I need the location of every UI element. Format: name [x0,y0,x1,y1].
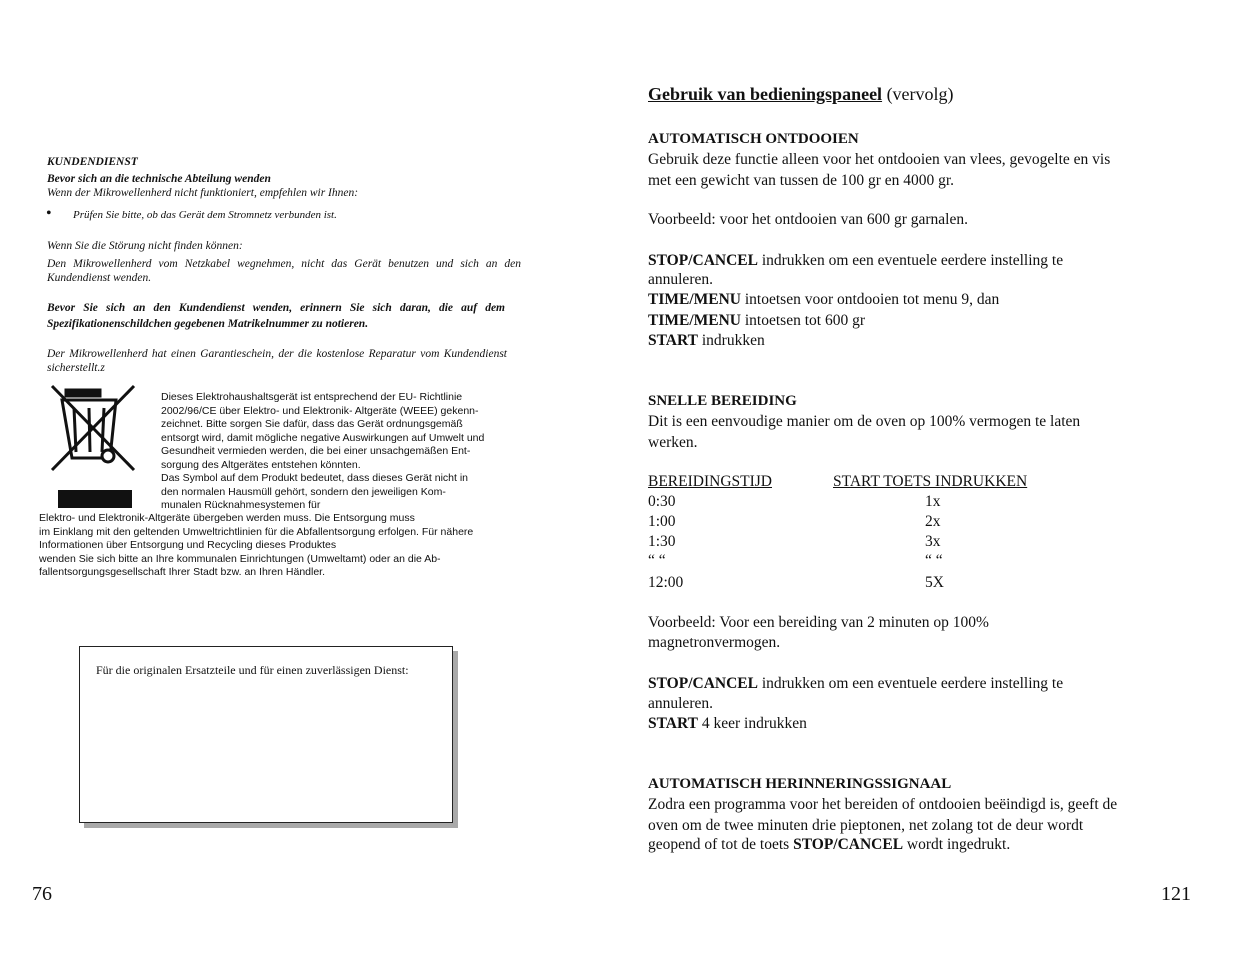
key-label: START [648,332,698,349]
bullet-icon: • [46,205,52,222]
spare-parts-text: Für die originalen Ersatzteile und für einen zuverlässigen Dienst: [96,663,409,677]
key-label: TIME/MENU [648,312,741,329]
weee-line: Elektro- und Elektronik-Altgeräte übergeben werden muss. Die Entsorgung muss [39,512,415,524]
weee-line: munalen Rücknahmesystemen für [161,499,321,511]
quick-heading: SNELLE BEREIDING [648,393,797,409]
table-cell-time: “ “ [648,552,666,569]
quick-step: START 4 keer indrukken [648,715,807,732]
table-header: START TOETS INDRUKKEN [833,473,1028,490]
spare-parts-box [79,646,453,823]
table-cell-presses: 5X [925,574,944,591]
quick-step: STOP/CANCEL indrukken om een eventuele eerdere instelling te [648,675,1064,692]
defrost-line: met een gewicht van tussen de 100 gr en 4000 gr. [648,172,955,189]
intro-text: Wenn der Mikrowellenherd nicht funktioniert, empfehlen wir Ihnen: [47,187,359,199]
quick-step-cont: annuleren. [648,695,713,712]
quick-example: magnetronvermogen. [648,634,781,651]
table-header: BEREIDINGSTIJD [648,473,772,490]
weee-line: den normalen Hausmüll gehört, sondern den jeweiligen Kom- [161,485,446,498]
not-found-title: Wenn Sie die Störung nicht finden können: [47,240,243,252]
defrost-heading: AUTOMATISCH ONTDOOIEN [648,131,859,147]
defrost-line: Gebruik deze functie alleen voor het ontdooien van vlees, gevogelte en vis [648,151,1111,168]
page-title-suffix: (vervolg) [882,84,954,104]
table-cell-presses: 2x [925,513,941,530]
weee-info-continued [39,512,534,580]
weee-line: Informationen über Entsorgung und Recycling dieses Produktes [39,539,337,551]
weee-line: wenden Sie sich bitte an Ihre kommunalen Einrichtungen (Umweltamt) oder an die Ab- [39,552,441,565]
table-cell-time: 1:30 [648,533,676,550]
table-cell-time: 0:30 [648,493,676,510]
key-label: START [648,715,698,732]
key-label: STOP/CANCEL [648,252,758,269]
defrost-step: START indrukken [648,332,765,349]
defrost-example: Voorbeeld: voor het ontdooien van 600 gr garnalen. [648,211,968,228]
weee-line: fallentsorgungsgesellschaft Ihrer Stadt bzw. an Ihren Händler. [39,566,326,578]
weee-line: im Einklang mit den geltenden Umweltrichtlinien für die Abfallentsorgung erfolgen. Für nähere [39,525,474,538]
customer-service-heading: KUNDENDIENST [47,156,138,168]
weee-line: Das Symbol auf dem Produkt bedeutet, dass dieses Gerät nicht in [161,472,468,484]
reminder-line: Zodra een programma voor het bereiden of ontdooien beëindigd is, geeft de [648,796,1118,813]
weee-info [161,391,531,513]
weee-line: zeichnet. Bitte sorgen Sie dafür, dass das Gerät ordnungsgemäß [161,418,463,430]
defrost-step: TIME/MENU intoetsen voor ontdooien tot menu 9, dan [648,291,1000,308]
reminder-heading: AUTOMATISCH HERINNERINGSSIGNAAL [648,776,952,792]
key-label: STOP/CANCEL [648,675,758,692]
weee-bin-icon [44,380,144,510]
weee-line: 2002/96/CE über Elektro- und Elektronik- Altgeräte (WEEE) gekenn- [161,404,479,417]
table-cell-presses: “ “ [925,552,943,569]
quick-example: Voorbeeld: Voor een bereiding van 2 minuten op 100% [648,614,989,631]
page-title-main: Gebruik van bedieningspaneel [648,84,883,104]
not-found-text: Den Mikrowellenherd vom Netzkabel wegnehmen, nicht das Gerät benutzen und sich an den Kundendienst wenden. [47,258,521,284]
table-cell-time: 1:00 [648,513,676,530]
weee-line: sorgung des Altgerätes entstehen könnten. [161,458,361,471]
page-number-right: 121 [1161,883,1191,905]
defrost-step: STOP/CANCEL indrukken om een eventuele eerdere instelling te [648,252,1064,269]
serial-number-note: Bevor Sie sich an den Kundendienst wenden, erinnern Sie sich daran, die auf dem Spezifikationenschildchen gegebenen Matrikelnummer zu notieren. [47,302,505,330]
check-power-text: Prüfen Sie bitte, ob das Gerät dem Stromnetz verbunden ist. [73,209,337,221]
table-cell-presses: 3x [925,533,941,550]
weee-line: Gesundheit vermieden werden, die bei einer unsachgemäßen Ent- [161,445,471,457]
defrost-step-cont: annuleren. [648,271,713,288]
key-label: TIME/MENU [648,291,741,308]
key-label: STOP/CANCEL [793,836,904,853]
table-cell-time: 12:00 [648,574,684,591]
weee-line: Dieses Elektrohaushaltsgerät ist entsprechend der EU- Richtlinie [161,391,463,403]
warranty-text: Der Mikrowellenherd hat einen Garantieschein, der die kostenlose Reparatur vom Kundendienst sicherstellt.z [47,348,507,374]
page-title [648,83,954,105]
reminder-line: geopend of tot de toets STOP/CANCEL wordt ingedrukt. [648,836,1011,853]
defrost-step: TIME/MENU intoetsen tot 600 gr [648,312,865,329]
page-number-left: 76 [32,883,52,905]
before-contact-subheading: Bevor sich an die technische Abteilung wenden [47,173,271,185]
quick-line: Dit is een eenvoudige manier om de oven op 100% vermogen te laten [648,413,1081,430]
reminder-line: oven om de twee minuten drie pieptonen, net zolang tot de deur wordt [648,817,1084,834]
weee-line: entsorgt wird, damit mögliche negative Auswirkungen auf Umwelt und [161,431,485,444]
quick-line: werken. [648,434,698,451]
table-cell-presses: 1x [925,493,941,510]
